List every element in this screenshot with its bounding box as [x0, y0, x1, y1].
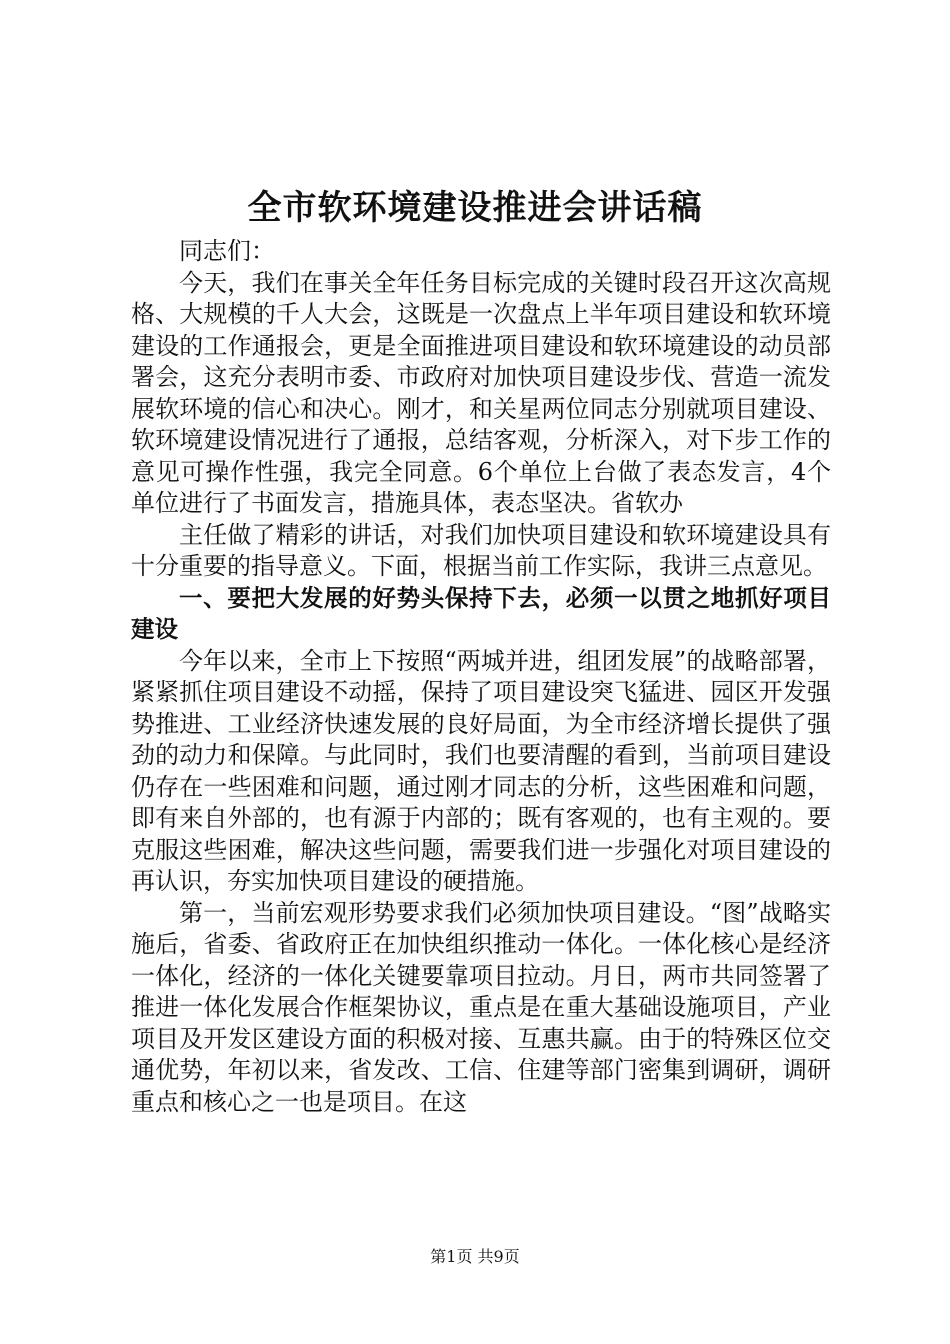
paragraph: 今天，我们在事关全年任务目标完成的关键时段召开这次高规格、大规模的千人大会，这既是一次盘点上半年项目建设和软环境建设的工作通报会，更是全面推进项目建设和软环境建设的动员部署会，这充分表明市委、市政府对加快项目建设步伐、营造一流发展软环境的信心和决心。刚才，和关星两位同志分别就项目建设、软环境建设情况进行了通报，总结客观，分析深入，对下步工作的意见可操作性强，我完全同意。6个单位上台做了表态发言，4个单位进行了书面发言，措施具体，表态坚决。省软办 — [131, 268, 831, 517]
paragraph: 第一，当前宏观形势要求我们必须加快项目建设。“图”战略实施后，省委、省政府正在加快组织推动一体化。一体化核心是经济一体化，经济的一体化关键要靠项目拉动。月日，两市共同签署了推进一体化发展合作框架协议，重点是在重大基础设施项目，产业项目及开发区建设方面的积极对接、互惠共赢。由于的特殊区位交通优势，年初以来，省发改、工信、住建等部门密集到调研，调研重点和核心之一也是项目。在这 — [131, 898, 831, 1116]
page-number: 第1页 共9页 — [430, 1247, 520, 1266]
paragraph: 主任做了精彩的讲话，对我们加快项目建设和软环境建设具有十分重要的指导意义。下面，根据当前工作实际，我讲三点意见。 — [131, 520, 831, 580]
greeting: 同志们： — [179, 237, 275, 265]
paragraph: 今年以来，全市上下按照“两城并进，组团发展”的战略部署，紧紧抓住项目建设不动摇，保持了项目建设突飞猛进、园区开发强势推进、工业经济快速发展的良好局面，为全市经济增长提供了强劲的动力和保障。与此同时，我们也要清醒的看到，当前项目建设仍存在一些困难和问题，通过刚才同志的分析，这些困难和问题，即有来自外部的，也有源于内部的；既有客观的，也有主观的。要克服这些困难，解决这些问题，需要我们进一步强化对项目建设的再认识，夯实加快项目建设的硬措施。 — [131, 646, 831, 895]
section-heading: 一、要把大发展的好势头保持下去，必须一以贯之地抓好项目建设 — [131, 583, 831, 643]
document-title: 全市软环境建设推进会讲话稿 — [247, 188, 703, 228]
document-body — [131, 236, 831, 1118]
